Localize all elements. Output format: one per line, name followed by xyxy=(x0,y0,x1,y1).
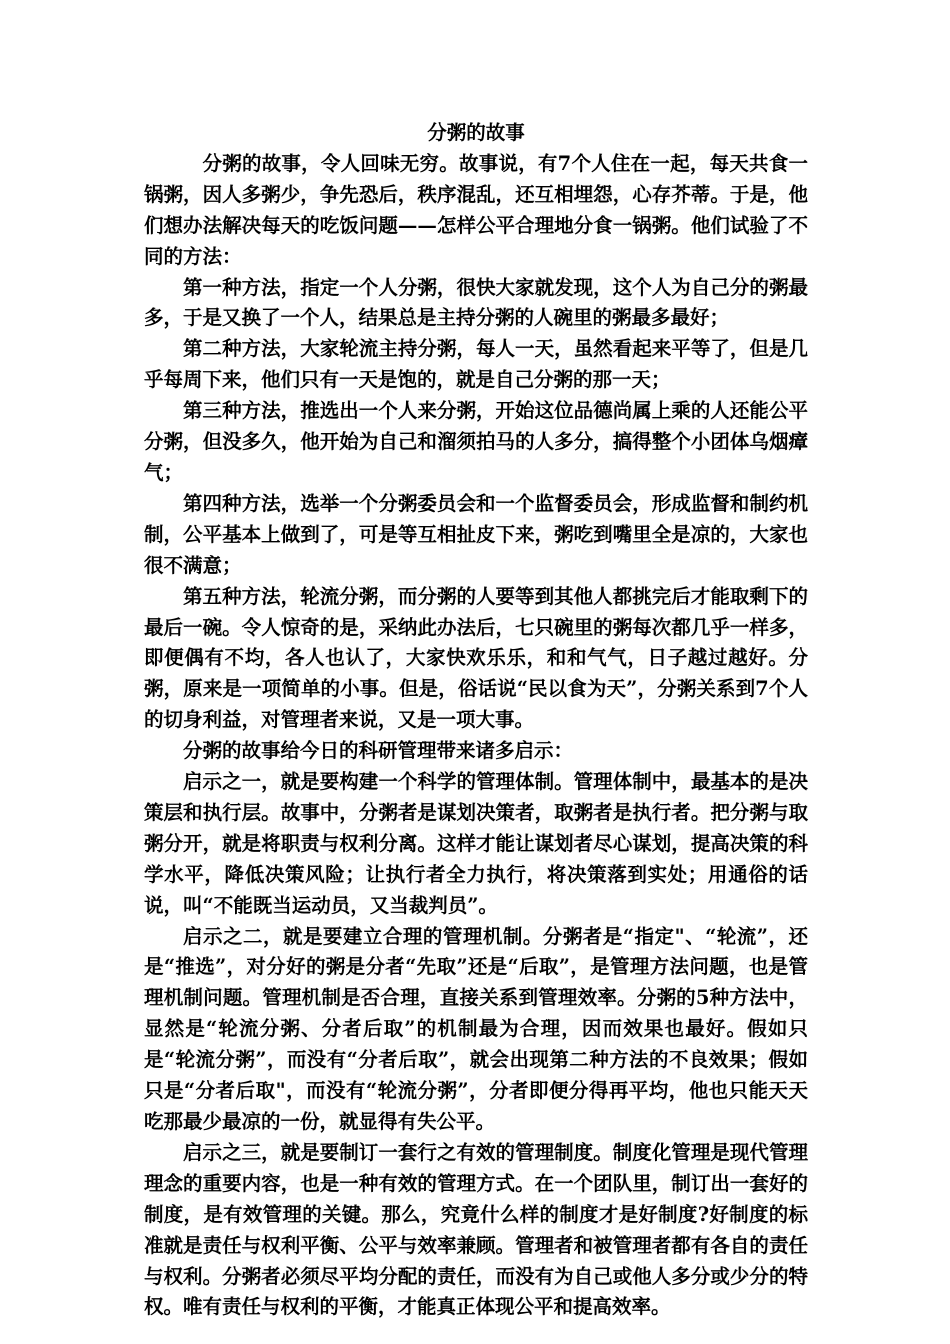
paragraph-method-4: 第四种方法，选举一个分粥委员会和一个监督委员会，形成监督和制约机制，公平基本上做到了，可是等互相扯皮下来，粥吃到嘴里全是凉的，大家也很不满意； xyxy=(144,491,808,577)
document-page xyxy=(144,118,808,1323)
document-title: 分粥的故事 xyxy=(427,121,525,144)
paragraph-method-2: 第二种方法，大家轮流主持分粥，每人一天，虽然看起来平等了，但是几乎每周下来，他们只有一天是饱的，就是自己分粥的那一天； xyxy=(144,337,808,392)
paragraph-lessons-intro: 分粥的故事给今日的科研管理带来诸多启示： xyxy=(183,739,574,763)
paragraph-lesson-1: 启示之一，就是要构建一个科学的管理体制。管理体制中，最基本的是决策层和执行层。故事中，分粥者是谋划决策者，取粥者是执行者。把分粥与取粥分开，就是将职责与权利分离。这样才能让谋划者尽心谋划，提高决策的科学水平，降低决策风险；让执行者全力执行，将决策落到实处；用通俗的话说，叫“不能既当运动员，又当裁判员”。 xyxy=(144,770,808,917)
paragraph-method-3: 第三种方法，推选出一个人来分粥，开始这位品德尚属上乘的人还能公平分粥，但没多久，他开始为自己和溜须拍马的人多分，搞得整个小团体乌烟瘴气； xyxy=(144,399,808,484)
paragraph-method-5: 第五种方法，轮流分粥，而分粥的人要等到其他人都挑完后才能取剩下的最后一碗。令人惊奇的是，采纳此办法后，七只碗里的粥每次都几乎一样多，即便偶有不均，各人也认了，大家快欢乐乐，和和气气，日子越过越好。分粥，原来是一项简单的小事。但是，俗话说“民以食为天”，分粥关系到7个人的切身利益，对管理者来说，又是一项大事。 xyxy=(144,584,808,732)
paragraph-method-1: 第一种方法，指定一个人分粥，很快大家就发现，这个人为自己分的粥最多，于是又换了一个人，结果总是主持分粥的人碗里的粥最多最好； xyxy=(144,275,808,330)
paragraph-lesson-2: 启示之二，就是要建立合理的管理机制。分粥者是“指定"、“轮流”，还是“推选”，对分好的粥是分者“先取”还是“后取”，是管理方法问题，也是管理机制问题。管理机制是否合理，直接关系到管理效率。分粥的5种方法中，显然是“轮流分粥、分者后取”的机制最为合理，因而效果也最好。假如只是“轮流分粥”，而没有“分者后取”，就会出现第二种方法的不良效果；假如只是“分者后取"，而没有“轮流分粥”，分者即便分得再平均，他也只能天天吃那最少最凉的一份，就显得有失公平。 xyxy=(144,924,808,1133)
paragraph-lesson-3: 启示之三，就是要制订一套行之有效的管理制度。制度化管理是现代管理理念的重要内容，也是一种有效的管理方式。在一个团队里，制订出一套好的制度，是有效管理的关键。那么，究竟什么样的制度才是好制度?好制度的标准就是责任与权利平衡、公平与效率兼顾。管理者和被管理者都有各自的责任与权利。分粥者必须尽平均分配的责任，而没有为自己或他人多分或少分的特权。唯有责任与权利的平衡，才能真正体现公平和提高效率。 xyxy=(144,1140,808,1319)
paragraph-intro: 分粥的故事，令人回味无穷。故事说，有7个人住在一起，每天共食一锅粥，因人多粥少，争先恐后，秩序混乱，还互相埋怨，心存芥蒂。于是，他们想办法解决每天的吃饭问题——怎样公平合理地分食一锅粥。他们试验了不同的方法： xyxy=(144,151,808,268)
